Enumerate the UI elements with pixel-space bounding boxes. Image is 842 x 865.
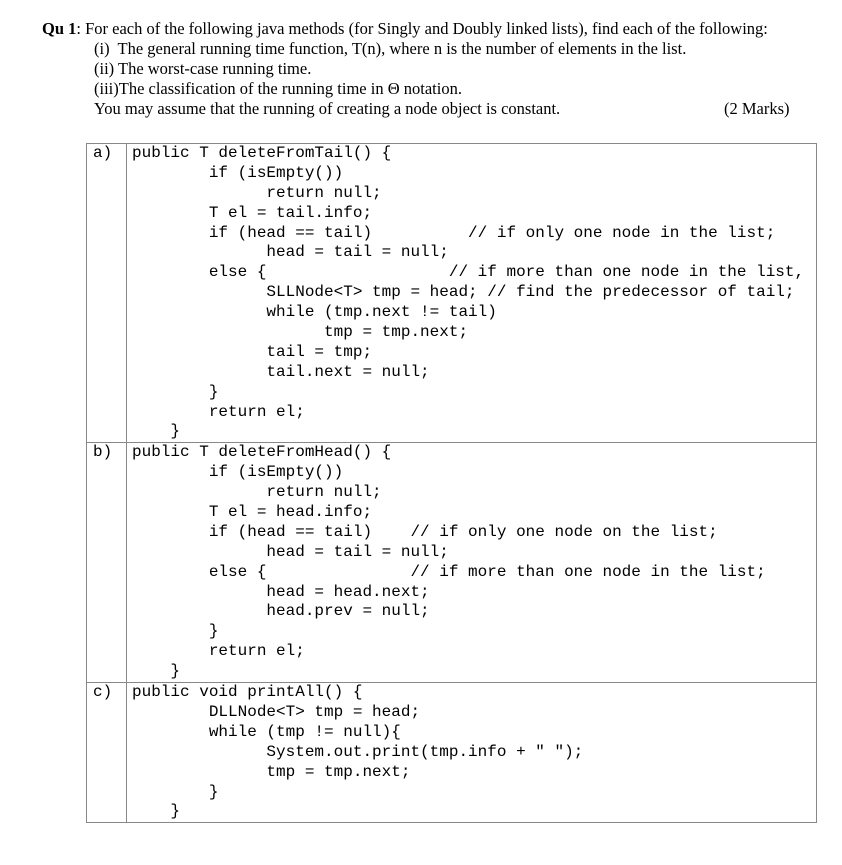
code-line: }: [132, 662, 181, 681]
code-line: tmp = tmp.next;: [132, 323, 469, 342]
code-line: else { // if more than one node in the list,: [132, 263, 805, 282]
question-intro: For each of the following java methods (for Singly and Doubly linked lists), find each of the following:: [85, 19, 768, 38]
question-item-i: (i) The general running time function, T(n), where n is the number of elements in the list.: [94, 39, 687, 58]
code-line: while (tmp.next != tail): [132, 303, 497, 322]
part-b-row: [87, 443, 817, 683]
part-c-label: c): [87, 683, 127, 823]
question-number: Qu 1: [42, 19, 77, 38]
code-line: head.prev = null;: [132, 602, 430, 621]
code-line: }: [132, 422, 181, 441]
code-line: }: [132, 382, 219, 401]
code-line: public void printAll() {: [132, 683, 363, 702]
code-line: tail.next = null;: [132, 362, 430, 381]
code-table: [86, 143, 817, 823]
code-line: System.out.print(tmp.info + " ");: [132, 742, 584, 761]
code-line: public T deleteFromTail() {: [132, 144, 392, 162]
code-line: DLLNode<T> tmp = head;: [132, 702, 421, 721]
code-line: SLLNode<T> tmp = head; // find the predecessor of tail;: [132, 283, 795, 302]
question-intro-line: Qu 1: For each of the following java methods (for Singly and Doubly linked lists), find each of the following:: [42, 19, 768, 38]
part-b-label: b): [87, 443, 127, 683]
code-line: if (head == tail) // if only one node on the list;: [132, 522, 718, 541]
code-line: if (isEmpty()): [132, 463, 344, 482]
code-line: head = tail = null;: [132, 542, 449, 561]
code-line: T el = head.info;: [132, 503, 373, 522]
code-line: }: [132, 622, 219, 641]
code-line: tmp = tmp.next;: [132, 762, 411, 781]
part-a-code: [127, 144, 817, 443]
question-note: You may assume that the running of creating a node object is constant.: [94, 99, 561, 118]
question-item-ii: (ii) The worst-case running time.: [94, 59, 312, 78]
code-line: head = head.next;: [132, 582, 430, 601]
part-c-code: [127, 683, 817, 823]
code-line: if (head == tail) // if only one node in the list;: [132, 223, 776, 242]
code-line: return el;: [132, 642, 305, 661]
part-a-row: [87, 144, 817, 443]
code-line: T el = tail.info;: [132, 203, 373, 222]
part-a-label: a): [87, 144, 127, 443]
code-line: return null;: [132, 483, 382, 502]
code-line: if (isEmpty()): [132, 163, 344, 182]
code-line: head = tail = null;: [132, 243, 449, 262]
part-b-code: [127, 443, 817, 683]
part-c-row: [87, 683, 817, 823]
code-line: tail = tmp;: [132, 342, 373, 361]
question-marks: (2 Marks): [724, 99, 790, 118]
code-line: }: [132, 802, 181, 821]
code-line: return null;: [132, 183, 382, 202]
code-line: return el;: [132, 402, 305, 421]
question-item-iii: (iii)The classification of the running time in Θ notation.: [94, 79, 462, 98]
code-line: else { // if more than one node in the list;: [132, 562, 766, 581]
code-line: public T deleteFromHead() {: [132, 443, 392, 462]
code-line: while (tmp != null){: [132, 722, 401, 741]
code-line: }: [132, 782, 219, 801]
